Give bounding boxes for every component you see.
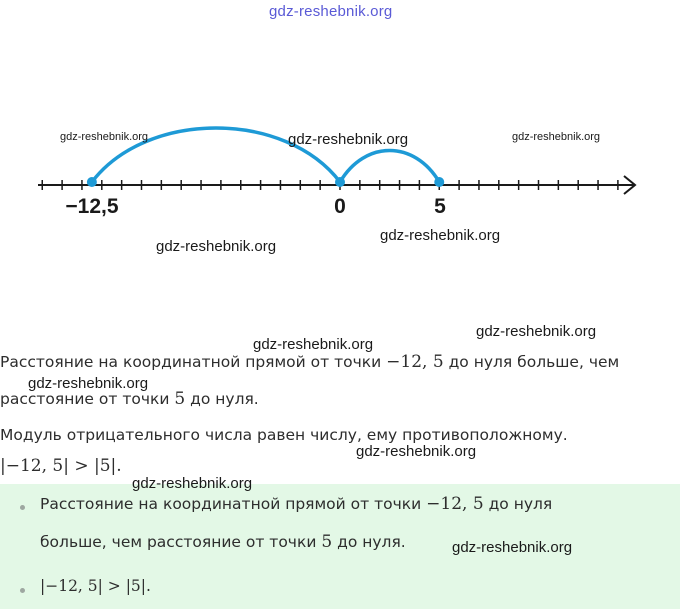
paragraph-distance bbox=[0, 352, 619, 372]
bullet bbox=[20, 505, 25, 510]
watermark: gdz-reshebnik.org bbox=[28, 375, 149, 392]
watermark: gdz-reshebnik.org bbox=[476, 323, 597, 340]
text: Модуль отрицательного числа равен числу, ему противоположному. bbox=[0, 426, 568, 444]
number-line bbox=[0, 0, 680, 230]
watermark: gdz-reshebnik.org bbox=[356, 443, 477, 460]
text: расстояние от точки bbox=[0, 390, 175, 408]
text: Расстояние на координатной прямой от точки bbox=[0, 353, 387, 371]
math-number: 5 bbox=[174, 389, 186, 409]
watermark: gdz-reshebnik.org bbox=[288, 131, 409, 148]
label-a: −12,5 bbox=[65, 195, 119, 218]
summary-line bbox=[40, 494, 552, 514]
summary-inequality: |−12, 5| > |5|. bbox=[40, 577, 151, 595]
watermark: gdz-reshebnik.org bbox=[253, 336, 374, 353]
math-number: −12, 5 bbox=[426, 494, 484, 514]
math-number: 5 bbox=[321, 532, 333, 552]
watermark: gdz-reshebnik.org bbox=[132, 475, 253, 492]
watermark: gdz-reshebnik.org bbox=[452, 539, 573, 556]
watermark: gdz-reshebnik.org bbox=[156, 238, 277, 255]
math-number: −12, 5 bbox=[386, 352, 444, 372]
text: до нуля больше, чем bbox=[443, 353, 620, 371]
inequality: |−12, 5| > |5|. bbox=[0, 456, 122, 476]
summary-line bbox=[40, 532, 406, 552]
label-zero: 0 bbox=[334, 195, 346, 218]
arc-distance-b bbox=[340, 151, 439, 183]
point-zero bbox=[335, 177, 345, 187]
bullet bbox=[20, 588, 25, 593]
point-b bbox=[434, 177, 444, 187]
summary-box bbox=[0, 484, 680, 609]
text: до нуля. bbox=[332, 533, 406, 551]
text: до нуля. bbox=[185, 390, 259, 408]
watermark: gdz-reshebnik.org bbox=[269, 3, 393, 20]
paragraph-distance-cont bbox=[0, 389, 259, 409]
text: больше, чем расстояние от точки bbox=[40, 533, 322, 551]
watermark: gdz-reshebnik.org bbox=[512, 131, 601, 143]
point-a bbox=[87, 177, 97, 187]
paragraph-modulus bbox=[0, 425, 568, 445]
text: Расстояние на координатной прямой от точки bbox=[40, 495, 427, 513]
label-b: 5 bbox=[434, 195, 446, 218]
watermark: gdz-reshebnik.org bbox=[380, 227, 501, 244]
text: до нуля bbox=[483, 495, 553, 513]
watermark: gdz-reshebnik.org bbox=[60, 131, 149, 143]
